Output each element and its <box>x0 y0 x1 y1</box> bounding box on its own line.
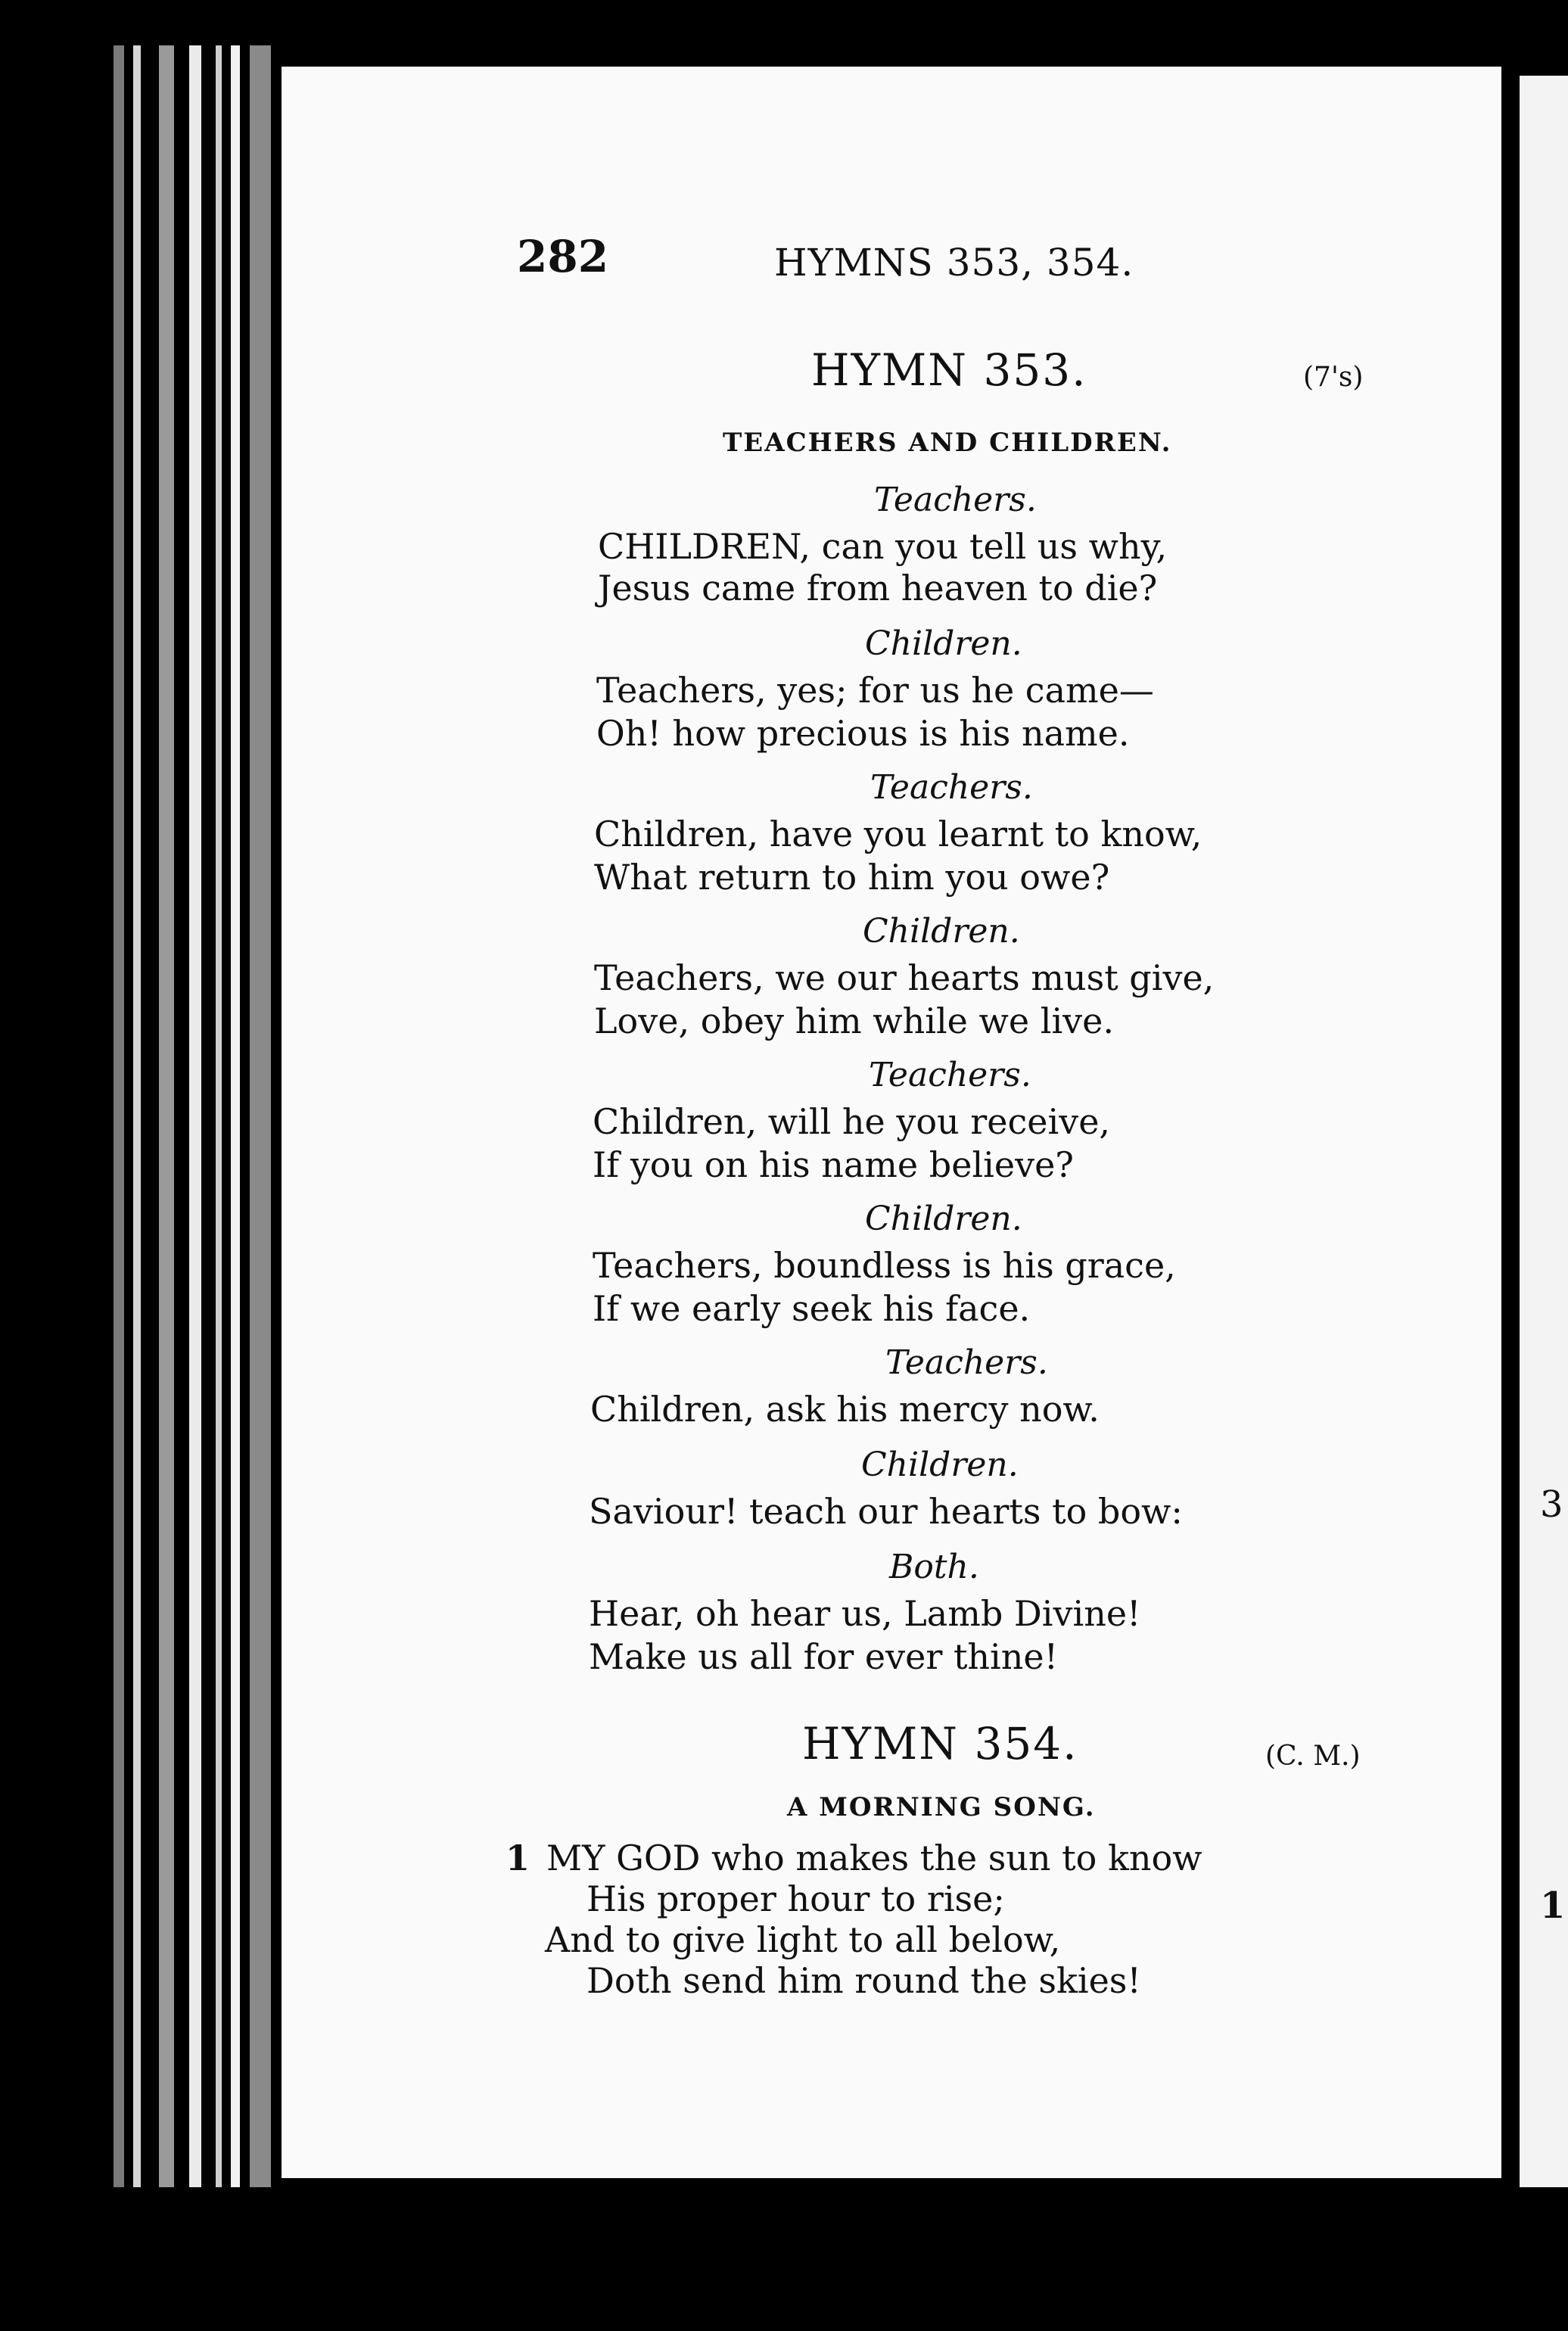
page-edge <box>159 45 174 2187</box>
page-edge <box>250 45 271 2187</box>
hymn-line: MY GOD who makes the sun to know <box>546 1838 1202 1878</box>
hymn-line: Oh! how precious is his name. <box>596 713 1130 754</box>
speaker-label: Teachers. <box>870 768 1033 807</box>
hymn-353-title: HYMN 353. <box>811 344 1087 396</box>
hymn-line: Children, ask his mercy now. <box>590 1389 1100 1430</box>
facing-page <box>1520 76 1568 2187</box>
hymn-line: Children, have you learnt to know, <box>594 814 1202 854</box>
running-head: HYMNS 353, 354. <box>774 241 1134 285</box>
speaker-label: Children. <box>861 1446 1019 1484</box>
hymn-line: Saviour! teach our hearts to bow: <box>589 1491 1183 1532</box>
page-edge <box>114 45 124 2187</box>
hymn-line: Teachers, yes; for us he came— <box>596 670 1154 711</box>
hymn-line: Teachers, we our hearts must give, <box>594 957 1215 998</box>
hymn-354-title: HYMN 354. <box>802 1718 1078 1769</box>
hymn-line: And to give light to all below, <box>545 1919 1061 1960</box>
hymn-line: If we early seek his face. <box>593 1288 1031 1329</box>
hymn-line: What return to him you owe? <box>594 857 1110 898</box>
hymn-354-metre: (C. M.) <box>1265 1741 1361 1772</box>
facing-page-mark: 1 <box>1540 1884 1566 1927</box>
hymn-line: Children, will he you receive, <box>593 1101 1111 1142</box>
hymn-353-metre: (7's) <box>1303 362 1364 393</box>
hymn-line: Hear, oh hear us, Lamb Divine! <box>589 1593 1141 1634</box>
page-edge <box>133 45 141 2187</box>
verse-number: 1 <box>506 1838 530 1878</box>
hymn-line: Jesus came from heaven to die? <box>598 568 1158 608</box>
hymn-354-subtitle: A MORNING SONG. <box>787 1792 1096 1822</box>
speaker-label: Both. <box>889 1548 979 1586</box>
hymn-line: Make us all for ever thine! <box>589 1636 1059 1677</box>
speaker-label: Children. <box>865 1200 1022 1238</box>
speaker-label: Children. <box>863 912 1020 951</box>
hymn-line: His proper hour to rise; <box>586 1878 1005 1919</box>
page-edge <box>216 45 222 2187</box>
speaker-label: Teachers. <box>869 1056 1031 1094</box>
hymn-line: Love, obey him while we live. <box>594 1001 1114 1041</box>
hymn-line: Doth send him round the skies! <box>586 1960 1141 2001</box>
speaker-label: Children. <box>865 624 1022 663</box>
speaker-label: Teachers. <box>874 481 1037 519</box>
page-edge <box>189 45 201 2187</box>
hymn-line: CHILDREN, can you tell us why, <box>598 526 1168 567</box>
hymn-line: Teachers, boundless is his grace, <box>593 1245 1176 1286</box>
hymn-line: If you on his name believe? <box>593 1144 1074 1185</box>
page-number: 282 <box>517 231 609 282</box>
page-edge <box>231 45 240 2187</box>
hymn-353-subtitle: TEACHERS AND CHILDREN. <box>723 428 1172 458</box>
speaker-label: Teachers. <box>885 1343 1048 1382</box>
facing-page-mark: 3 <box>1540 1483 1563 1526</box>
